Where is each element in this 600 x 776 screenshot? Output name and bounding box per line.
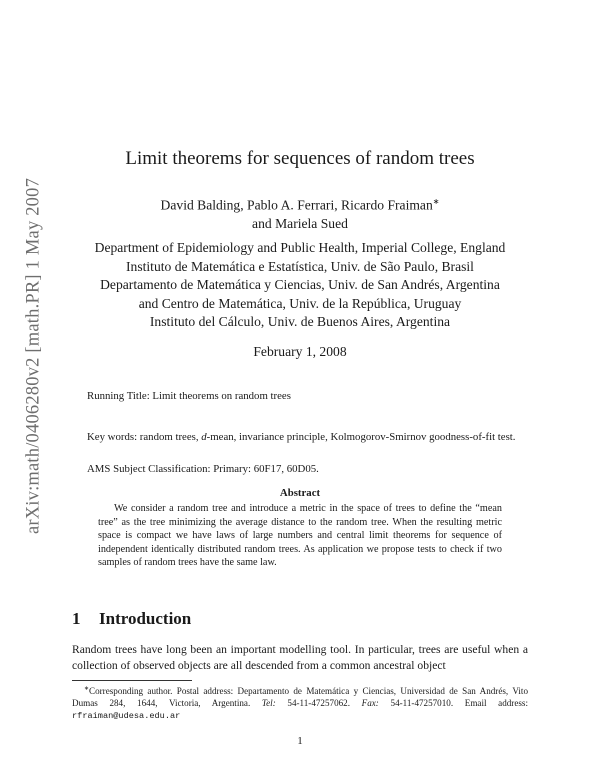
affiliations <box>0 239 600 332</box>
affiliation-line: Departamento de Matemática y Ciencias, Univ. de San Andrés, Argentina <box>100 277 500 293</box>
keywords-rest: -mean, invariance principle, Kolmogorov-Smirnov goodness-of-fit test. <box>206 431 516 443</box>
section-heading <box>72 609 191 629</box>
affiliation-line: Department of Epidemiology and Public Health, Imperial College, England <box>94 240 506 255</box>
corresponding-mark: ∗ <box>432 197 440 206</box>
paper-date: February 1, 2008 <box>253 344 347 359</box>
footnote <box>72 684 528 722</box>
footnote-fax-label: Fax: <box>361 697 379 708</box>
section-title: Introduction <box>99 609 192 628</box>
running-title: Running Title: Limit theorems on random trees <box>87 390 291 402</box>
affiliation-line: Instituto del Cálculo, Univ. de Buenos Aires, Argentina <box>149 314 451 330</box>
ams-classification: AMS Subject Classification: Primary: 60F17, 60D05. <box>87 463 319 475</box>
abstract-text: We consider a random tree and introduce a metric in the space of trees to define the “mean tree” as the tree minimizing the average distance to the random tree. When the resulting metric space is compact we have laws of large numbers and central limit theorems for sequence of independent identically distributed random trees. As application we propose tests to check if two samples of random trees have the same law. <box>98 503 502 568</box>
footnote-tel: 54-11-47257062. <box>275 697 362 708</box>
paper-title: Limit theorems for sequences of random trees <box>125 148 475 169</box>
affiliation-line: and Centro de Matemática, Univ. de la República, Uruguay <box>138 295 462 311</box>
authors <box>0 193 600 233</box>
authors-names: David Balding, Pablo A. Ferrari, Ricardo Fraiman <box>160 197 433 213</box>
footnote-tel-label: Tel: <box>261 697 276 708</box>
authors-line-2: and Mariela Sued <box>252 215 348 231</box>
keywords-italic-d: d <box>201 431 207 443</box>
keywords <box>87 430 527 445</box>
section-number: 1 <box>72 609 81 628</box>
footnote-fax: 54-11-47257010. Email address: <box>378 697 528 708</box>
authors-line-1 <box>0 193 600 215</box>
arxiv-identifier: arXiv:math/0406280v2 [math.PR] 1 May 2007 <box>23 177 44 535</box>
intro-paragraph: Random trees have long been an important modelling tool. In particular, trees are useful when a collection of observed objects are all descended from a common ancestral object <box>72 643 528 672</box>
footnote-text-1: Corresponding author. Postal address: Departamento de Matemática y Ciencias, Universidad de San Andrés, Vito Dumas 284, 1644, Victoria, Argentina. <box>72 686 528 708</box>
footnote-mark: ∗ <box>84 686 90 692</box>
affiliation-line: Instituto de Matemática e Estatística, Univ. de São Paulo, Brasil <box>126 258 474 274</box>
footnote-email: rfraiman@udesa.edu.ar <box>72 710 181 721</box>
footnote-rule <box>72 680 192 681</box>
abstract-heading: Abstract <box>279 487 321 499</box>
keywords-prefix: Key words: random trees, <box>87 431 202 443</box>
page-number: 1 <box>297 735 303 747</box>
